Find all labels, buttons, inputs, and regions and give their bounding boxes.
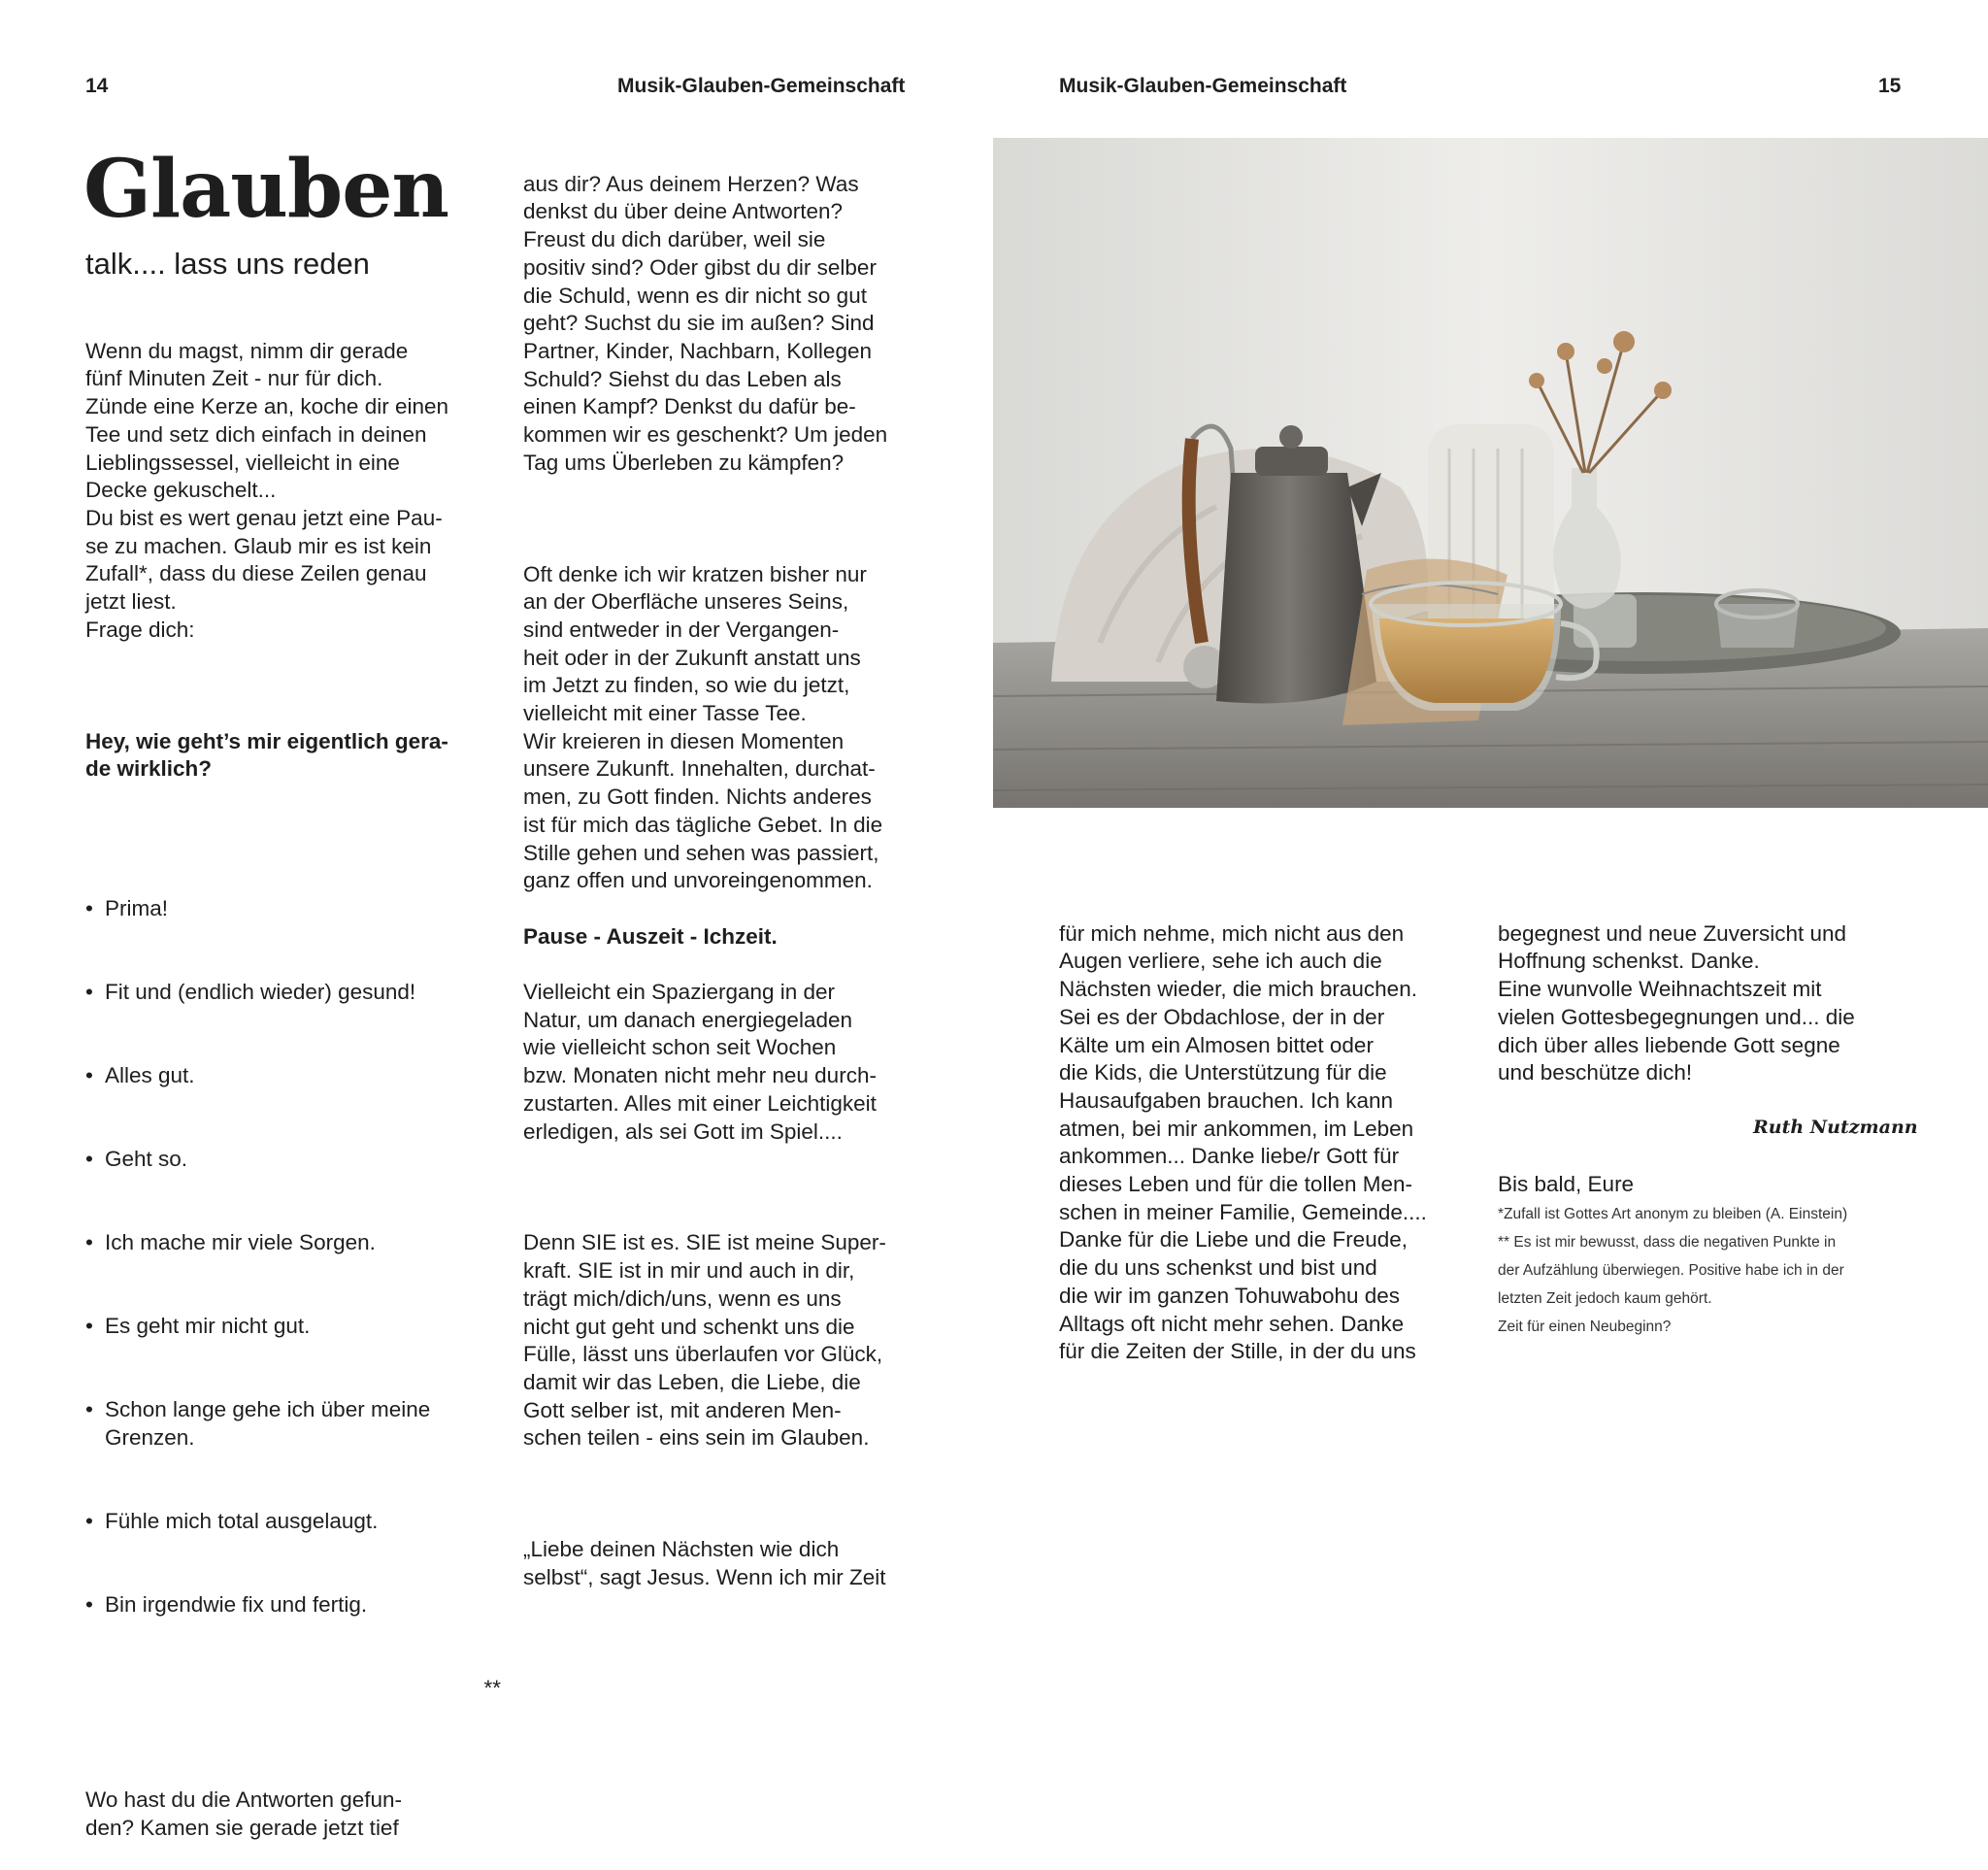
list-item: • Alles gut. [85, 1062, 493, 1090]
list-item: • Ich mache mir viele Sorgen. [85, 1229, 493, 1257]
paragraph: begegnest und neue Zuversicht und Hoffnung schenkst. Danke. Eine wunvolle Weihnachtszeit mit vielen Gottesbegegnungen und... die dich über alles liebende Gott segne und beschütze dich! [1498, 920, 1855, 1085]
paragraph: Oft denke ich wir kratzen bisher nur an der Oberfläche unseres Seins, sind entweder in der Vergangen- heit oder in der Zukunft anstatt uns im Jetzt zu finden, so wie du jetzt, vielleicht mit einer Tasse Tee. Wir kreieren in diesen Momenten unsere Zukunft. Innehalten, durchat- men, zu Gott finden. Nichts anderes ist für mich das tägliche Gebet. In die Stille gehen und sehen was passiert, ganz offen und unvoreingenommen. [523, 561, 883, 893]
answer-list [85, 867, 493, 1648]
list-item: • Fühle mich total ausgelaugt. [85, 1508, 493, 1536]
closing-paragraph: Wo hast du die Antworten gefun- den? Kamen sie gerade jetzt tief [85, 1787, 403, 1840]
column-2 [523, 143, 950, 1620]
signature: Ruth Nutzmann [1753, 1117, 1918, 1138]
footnotes: *Zufall ist Gottes Art anonym zu bleiben (A. Einstein) ** Es ist mir bewusst, dass die negativen Punkte in der Aufzählung überwiegen. Positive habe ich in der letzten Zeit jedoch kaum gehört. Zeit für einen Neubeginn? [1498, 1206, 1848, 1335]
pause-heading: Pause - Auszeit - Ichzeit. [523, 923, 778, 949]
paragraph: aus dir? Aus deinem Herzen? Was denkst du über deine Antworten? Freust du dich darüber, weil sie positiv sind? Oder gibst du dir selber die Schuld, wenn es dir nicht so gut geht? Suchst du sie im außen? Sind Partner, Kinder, Nachbarn, Kollegen Schuld? Siehst du das Leben als einen Kampf? Denkst du dafür be- kommen wir es geschenkt? Um jeden Tag ums Überleben zu kämpfen? [523, 171, 888, 475]
paragraph: „Liebe deinen Nächsten wie dich selbst“, sagt Jesus. Wenn ich mir Zeit [523, 1537, 886, 1589]
right-page-number: 15 [1878, 75, 1902, 97]
right-section-title: Musik-Glauben-Gemeinschaft [1059, 75, 1347, 97]
article-subtitle: talk.... lass uns reden [85, 247, 370, 281]
paragraph: für mich nehme, mich nicht aus den Augen verliere, sehe ich auch die Nächsten wieder, die mich brauchen. Sei es der Obdachlose, der in der Kälte um ein Almosen bittet oder die Kids, die Unterstützung für die Hausaufgaben brauchen. Ich kann atmen, bei mir ankommen, im Leben ankommen... Danke liebe/r Gott für dieses Leben und für die tollen Men- schen in meiner Familie, Gemeinde.... Danke für die Liebe und die Freude, die du uns schenkst und bist und die wir im ganzen Tohuwabohu des Alltags oft nicht mehr sehen. Danke für die Zeiten der Stille, in der du uns [1059, 920, 1427, 1364]
list-item: • Es geht mir nicht gut. [85, 1313, 493, 1341]
paragraph: Denn SIE ist es. SIE ist meine Super- kraft. SIE ist in mir und auch in dir, trägt mich/dich/uns, wenn es uns nicht gut geht und schenkt uns die Fülle, lässt uns überlaufen vor Glück, damit wir das Leben, die Liebe, die Gott selber ist, mit anderen Men- schen teilen - eins sein im Glauben. [523, 1230, 886, 1451]
column-1 [85, 310, 501, 1870]
list-item: • Schon lange gehe ich über meine Grenzen. [85, 1396, 493, 1452]
list-item: • Fit und (endlich wieder) gesund! [85, 979, 493, 1007]
intro-paragraph: Wenn du magst, nimm dir gerade fünf Minuten Zeit - nur für dich. Zünde eine Kerze an, koche dir einen Tee und setz dich einfach in deinen Lieblingssessel, vielleicht in eine Decke gekuschelt... Du bist es wert genau jetzt eine Pau- se zu machen. Glaub mir es ist kein Zufall*, dass du diese Zeilen genau jetzt liest. Frage dich: [85, 338, 448, 642]
column-3 [1059, 892, 1486, 1394]
left-section-title: Musik-Glauben-Gemeinschaft [617, 75, 906, 97]
footnote-marker: ** [483, 1676, 501, 1701]
question-heading: Hey, wie geht’s mir eigentlich gera- de wirklich? [85, 728, 448, 782]
left-page-number: 14 [85, 75, 109, 97]
article-title: Glauben [83, 143, 449, 236]
list-item: • Geht so. [85, 1146, 493, 1174]
list-item: • Prima! [85, 895, 493, 923]
teapot-tea-photo [993, 138, 1988, 808]
paragraph: Vielleicht ein Spaziergang in der Natur, um danach energiegeladen wie vielleicht schon seit Wochen bzw. Monaten nicht mehr neu durch- zustarten. Alles mit einer Leichtigkeit erledigen, als sei Gott im Spiel.... [523, 980, 877, 1144]
list-item: • Bin irgendwie fix und fertig. [85, 1591, 493, 1620]
closing-greeting: Bis bald, Eure [1498, 1172, 1635, 1197]
column-4 [1498, 892, 1915, 1226]
